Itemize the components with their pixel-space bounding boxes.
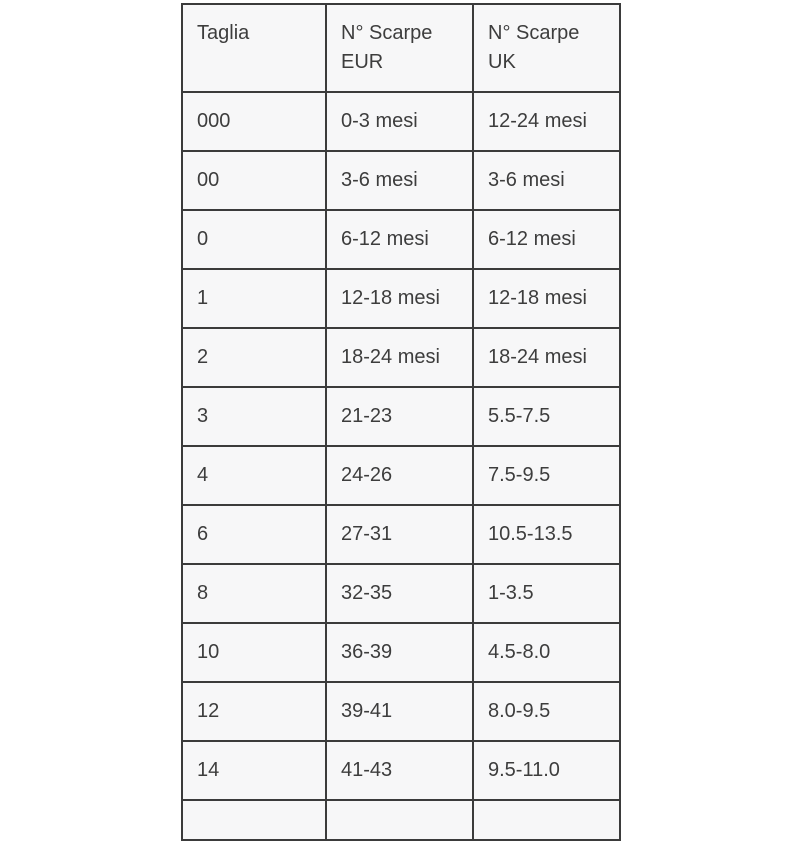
column-header-uk: N° Scarpe UK bbox=[473, 4, 620, 92]
cell-taglia: 8 bbox=[182, 564, 326, 623]
cell-eur: 27-31 bbox=[326, 505, 473, 564]
cell-eur: 39-41 bbox=[326, 682, 473, 741]
table-row bbox=[182, 92, 620, 151]
table-row bbox=[182, 328, 620, 387]
table-row bbox=[182, 387, 620, 446]
cell-uk: 8.0-9.5 bbox=[473, 682, 620, 741]
cell-taglia: 0 bbox=[182, 210, 326, 269]
cell-eur: 12-18 mesi bbox=[326, 269, 473, 328]
cell-uk: 4.5-8.0 bbox=[473, 623, 620, 682]
table-row bbox=[182, 623, 620, 682]
cell-taglia: 00 bbox=[182, 151, 326, 210]
cell-eur: 3-6 mesi bbox=[326, 151, 473, 210]
cell-taglia: 12 bbox=[182, 682, 326, 741]
table-row bbox=[182, 210, 620, 269]
cell-eur: 6-12 mesi bbox=[326, 210, 473, 269]
cell-uk: 3-6 mesi bbox=[473, 151, 620, 210]
cell-eur: 18-24 mesi bbox=[326, 328, 473, 387]
table-row bbox=[182, 682, 620, 741]
column-header-eur: N° Scarpe EUR bbox=[326, 4, 473, 92]
cell-eur: 36-39 bbox=[326, 623, 473, 682]
table-row bbox=[182, 741, 620, 800]
cell-uk: 12-24 mesi bbox=[473, 92, 620, 151]
cell-uk: 7.5-9.5 bbox=[473, 446, 620, 505]
cell-uk: 18-24 mesi bbox=[473, 328, 620, 387]
cell-eur: 21-23 bbox=[326, 387, 473, 446]
size-chart-table bbox=[181, 3, 621, 841]
cell-taglia: 1 bbox=[182, 269, 326, 328]
header-row bbox=[182, 4, 620, 92]
column-header-taglia: Taglia bbox=[182, 4, 326, 92]
table-row-clipped bbox=[182, 800, 620, 840]
table-row bbox=[182, 446, 620, 505]
cell-uk: 9.5-11.0 bbox=[473, 741, 620, 800]
cell-taglia: 2 bbox=[182, 328, 326, 387]
table-row bbox=[182, 151, 620, 210]
table-row bbox=[182, 505, 620, 564]
cell-uk: 12-18 mesi bbox=[473, 269, 620, 328]
cell-taglia: 10 bbox=[182, 623, 326, 682]
cell-taglia: 14 bbox=[182, 741, 326, 800]
cell-taglia: 3 bbox=[182, 387, 326, 446]
table-row bbox=[182, 564, 620, 623]
size-chart-container bbox=[181, 3, 621, 841]
cell-uk: 5.5-7.5 bbox=[473, 387, 620, 446]
cell-uk: 10.5-13.5 bbox=[473, 505, 620, 564]
cell-eur: 41-43 bbox=[326, 741, 473, 800]
cell-uk: 6-12 mesi bbox=[473, 210, 620, 269]
cell-taglia: 6 bbox=[182, 505, 326, 564]
cell-eur: 0-3 mesi bbox=[326, 92, 473, 151]
cell-taglia: 4 bbox=[182, 446, 326, 505]
cell-uk bbox=[473, 800, 620, 840]
cell-eur bbox=[326, 800, 473, 840]
cell-eur: 32-35 bbox=[326, 564, 473, 623]
cell-taglia bbox=[182, 800, 326, 840]
table-row bbox=[182, 269, 620, 328]
cell-eur: 24-26 bbox=[326, 446, 473, 505]
cell-taglia: 000 bbox=[182, 92, 326, 151]
cell-uk: 1-3.5 bbox=[473, 564, 620, 623]
